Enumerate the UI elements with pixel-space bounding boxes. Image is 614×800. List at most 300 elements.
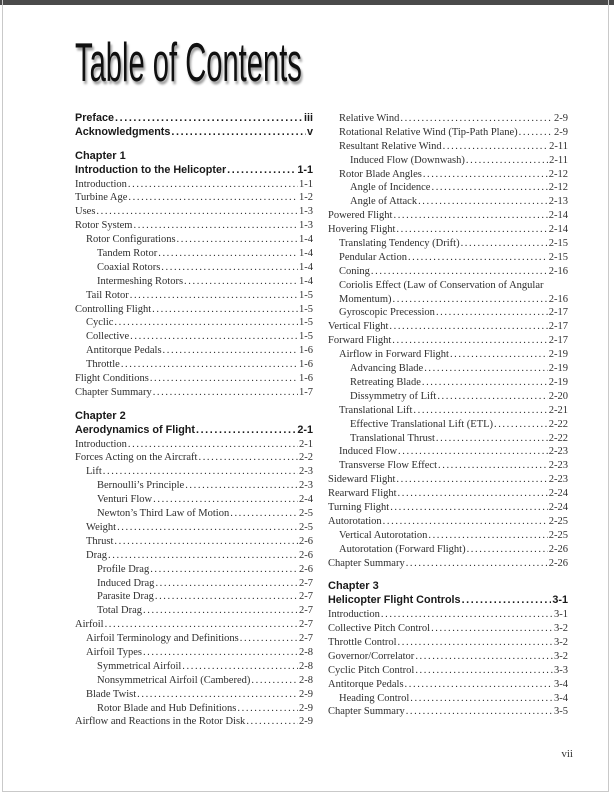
toc-entry[interactable] — [328, 154, 568, 168]
entry-page-number: 2-19 — [548, 376, 568, 388]
entry-label: Throttle Control — [328, 636, 397, 648]
entry-label: Translational Thrust — [350, 432, 435, 444]
dot-leader — [390, 501, 548, 515]
toc-entry[interactable] — [75, 330, 313, 344]
entry-page-number: 3-2 — [554, 623, 568, 635]
toc-entry[interactable] — [75, 275, 313, 289]
dot-leader — [405, 678, 553, 692]
chapter-title-entry[interactable] — [75, 424, 313, 438]
toc-entry[interactable] — [75, 233, 313, 247]
dot-leader — [121, 358, 298, 372]
entry-label: Autorotation — [328, 515, 382, 527]
entry-label: Airfoil Types — [86, 646, 142, 658]
entry-label: Turning Flight — [328, 501, 390, 513]
entry-page-number: 3-5 — [554, 706, 568, 718]
toc-entry[interactable] — [328, 650, 568, 664]
entry-page-number: 1-4 — [299, 275, 313, 287]
entry-page-number: 2-21 — [548, 404, 568, 416]
dot-leader — [494, 418, 548, 432]
toc-entry[interactable] — [75, 358, 313, 372]
dot-leader — [428, 529, 547, 543]
toc-entry[interactable] — [328, 515, 568, 529]
toc-entry[interactable] — [328, 265, 568, 279]
toc-entry[interactable] — [75, 289, 313, 303]
toc-entry[interactable] — [75, 451, 313, 465]
toc-entry[interactable] — [328, 678, 568, 692]
entry-label: Bernoulli’s Principle — [97, 480, 185, 492]
dot-leader — [198, 451, 298, 465]
toc-entry[interactable] — [75, 646, 313, 660]
toc-entry[interactable] — [75, 507, 313, 521]
dot-leader — [462, 594, 552, 608]
dot-leader — [450, 348, 548, 362]
entry-label: Advancing Blade — [350, 363, 424, 375]
entry-label: Parasite Drag — [97, 591, 154, 603]
entry-page-number: 3-3 — [554, 664, 568, 676]
entry-label: Sideward Flight — [328, 474, 396, 486]
dot-leader — [398, 487, 548, 501]
entry-label: Retreating Blade — [350, 376, 421, 388]
dot-leader — [163, 344, 298, 358]
toc-entry[interactable] — [328, 608, 568, 622]
dot-leader — [108, 549, 298, 563]
toc-entry[interactable] — [75, 632, 313, 646]
dot-leader — [155, 590, 298, 604]
entry-page-number: 2-9 — [554, 126, 568, 138]
entry-page-number: 2-3 — [299, 466, 313, 478]
entry-page-number: 2-8 — [299, 660, 313, 672]
toc-entry[interactable] — [75, 674, 313, 688]
toc-entry[interactable] — [75, 715, 313, 729]
toc-entry[interactable] — [328, 320, 568, 334]
entry-page-number: 2-2 — [299, 452, 313, 464]
entry-page-number: 2-11 — [549, 140, 568, 152]
dot-leader — [196, 424, 296, 438]
dot-leader — [182, 660, 298, 674]
toc-entry[interactable] — [75, 549, 313, 563]
entry-label: Vertical Flight — [328, 321, 389, 333]
toc-entry[interactable] — [328, 445, 568, 459]
toc-entry[interactable] — [75, 590, 313, 604]
entry-page-number: 1-5 — [299, 303, 313, 315]
entry-page-number: 2-7 — [299, 591, 313, 603]
entry-page-number: 1-6 — [299, 359, 313, 371]
chapter-section — [328, 580, 568, 719]
entry-page-number: 1-7 — [299, 386, 313, 398]
entry-label: Coning — [339, 265, 370, 277]
toc-entry[interactable] — [328, 223, 568, 237]
chapter-number: Chapter 1 — [75, 149, 126, 162]
entry-page-number: 1-5 — [299, 331, 313, 343]
dot-leader — [133, 219, 298, 233]
entry-page-number: v — [306, 125, 313, 138]
entry-label: Gyroscopic Precession — [339, 307, 435, 319]
entry-label: Rotor Blade and Hub Definitions — [97, 702, 237, 714]
entry-page-number: 1-5 — [299, 317, 313, 329]
entry-page-number: 1-2 — [299, 192, 313, 204]
entry-label: Cyclic Pitch Control — [328, 664, 415, 676]
entry-label: Flight Conditions — [75, 373, 149, 385]
dot-leader — [155, 577, 298, 591]
dot-leader — [410, 692, 553, 706]
entry-label: Thrust — [86, 535, 114, 547]
entry-page-number: 2-26 — [548, 557, 568, 569]
toc-column-left — [75, 112, 313, 729]
entry-label: Aerodynamics of Flight — [75, 423, 195, 436]
entry-label: Introduction to the Helicopter — [75, 163, 227, 176]
entry-label: Introduction — [75, 178, 127, 190]
dot-leader — [128, 178, 298, 192]
dot-leader — [114, 535, 298, 549]
dot-leader — [371, 265, 548, 279]
entry-label: Chapter Summary — [328, 706, 405, 718]
dot-leader — [153, 386, 298, 400]
toc-entry[interactable] — [75, 112, 313, 126]
entry-label: Airflow and Reactions in the Rotor Disk — [75, 716, 246, 728]
toc-entry[interactable] — [75, 261, 313, 275]
dot-leader — [177, 233, 298, 247]
entry-label: Profile Drag — [97, 563, 150, 575]
dot-leader — [130, 289, 298, 303]
dot-leader — [436, 306, 548, 320]
entry-page-number: 2-9 — [299, 702, 313, 714]
toc-entry[interactable] — [75, 521, 313, 535]
chapter-title-entry[interactable] — [75, 164, 313, 178]
toc-entry[interactable] — [328, 501, 568, 515]
dot-leader — [392, 334, 547, 348]
entry-continuation-line — [339, 293, 568, 307]
toc-entry[interactable] — [328, 112, 568, 126]
toc-entry[interactable] — [75, 126, 313, 140]
dot-leader — [230, 507, 298, 521]
entry-label: Antitorque Pedals — [86, 345, 162, 357]
entry-label: Rearward Flight — [328, 488, 397, 500]
entry-page-number: 2-5 — [299, 521, 313, 533]
entry-page-number: 1-3 — [299, 220, 313, 232]
dot-leader — [240, 632, 298, 646]
dot-leader — [396, 223, 547, 237]
dot-leader — [393, 293, 548, 307]
entry-label: Forward Flight — [328, 335, 392, 347]
toc-entry[interactable] — [328, 473, 568, 487]
entry-label: Autorotation (Forward Flight) — [339, 543, 466, 555]
dot-leader — [130, 330, 298, 344]
toc-entry[interactable] — [328, 390, 568, 404]
dot-leader — [115, 112, 303, 126]
dot-leader — [117, 521, 298, 535]
entry-label: Pendular Action — [339, 251, 407, 263]
entry-label: Resultant Relative Wind — [339, 140, 442, 152]
dot-leader — [396, 473, 547, 487]
entry-label: Introduction — [75, 438, 127, 450]
dot-leader — [158, 247, 298, 261]
entry-page-number: 2-26 — [548, 543, 568, 555]
toc-entry[interactable] — [328, 209, 568, 223]
dot-leader — [152, 303, 298, 317]
entry-page-number: 2-9 — [554, 113, 568, 124]
entry-label: Governor/Correlator — [328, 650, 415, 662]
chapter-number: Chapter 3 — [328, 580, 379, 593]
entry-label: Lift — [86, 466, 102, 478]
toc-entry[interactable] — [328, 279, 568, 307]
entry-label: Dissymmetry of Lift — [350, 390, 437, 402]
dot-leader — [143, 646, 298, 660]
toc-entry[interactable] — [75, 660, 313, 674]
dot-leader — [237, 702, 298, 716]
entry-page-number: 3-4 — [554, 692, 568, 704]
entry-page-number: 1-3 — [299, 206, 313, 218]
entry-label: Heading Control — [339, 692, 410, 704]
toc-entry[interactable] — [75, 618, 313, 632]
dot-leader — [128, 191, 298, 205]
entry-label: Newton’s Third Law of Motion — [97, 508, 230, 520]
dot-leader — [436, 432, 548, 446]
entry-page-number: 2-12 — [548, 182, 568, 194]
entry-label: Rotor Configurations — [86, 234, 176, 246]
dot-leader — [519, 126, 553, 140]
toc-entry[interactable] — [328, 334, 568, 348]
chapter-section — [75, 150, 313, 400]
entry-label: Induced Drag — [97, 577, 155, 589]
entry-page-number: 3-2 — [554, 636, 568, 648]
entry-page-number: 2-20 — [548, 390, 568, 402]
entry-label: Effective Translational Lift (ETL) — [350, 418, 493, 430]
entry-page-number: 2-4 — [299, 494, 313, 506]
entry-page-number: 2-6 — [299, 549, 313, 561]
dot-leader — [424, 362, 548, 376]
entry-label: Airflow in Forward Flight — [339, 349, 449, 361]
toc-entry[interactable] — [75, 535, 313, 549]
toc-entry[interactable] — [328, 362, 568, 376]
entry-label: Rotor System — [75, 220, 133, 232]
toc-entry[interactable] — [328, 543, 568, 557]
dot-leader — [398, 445, 548, 459]
toc-entry[interactable] — [75, 247, 313, 261]
toc-entry[interactable] — [75, 604, 313, 618]
toc-entry[interactable] — [328, 306, 568, 320]
dot-leader — [153, 493, 298, 507]
entry-label: Airfoil — [75, 619, 104, 631]
entry-page-number: 2-19 — [548, 349, 568, 361]
entry-page-number: 1-1 — [299, 178, 313, 190]
dot-leader — [406, 557, 548, 571]
entry-page-number: 2-23 — [548, 446, 568, 458]
dot-leader — [381, 608, 553, 622]
toc-entry[interactable] — [75, 563, 313, 577]
dot-leader — [400, 112, 553, 126]
entry-label: Total Drag — [97, 605, 143, 617]
entry-page-number: 2-23 — [548, 474, 568, 486]
entry-page-number: 2-7 — [299, 619, 313, 631]
toc-entry[interactable] — [75, 344, 313, 358]
entry-page-number: 1-4 — [299, 234, 313, 246]
entry-page-number: 2-23 — [548, 460, 568, 472]
entry-label: Acknowledgments — [75, 125, 171, 138]
entry-label: Chapter Summary — [328, 557, 405, 569]
chapter-number: Chapter 2 — [75, 409, 126, 422]
toc-entry[interactable] — [75, 316, 313, 330]
toc-entry[interactable] — [328, 348, 568, 362]
toc-entry[interactable] — [328, 487, 568, 501]
entry-label: Transverse Flow Effect — [339, 460, 437, 472]
dot-leader — [415, 664, 553, 678]
entry-page-number: 3-1 — [552, 594, 568, 607]
page-title: Table of Contents — [75, 31, 302, 93]
dot-leader — [114, 316, 298, 330]
toc-entry[interactable] — [328, 404, 568, 418]
entry-label: Powered Flight — [328, 210, 393, 222]
entry-label: Introduction — [328, 609, 380, 621]
entry-page-number: 2-7 — [299, 605, 313, 617]
entry-page-number: 2-15 — [548, 251, 568, 263]
entry-label: Venturi Flow — [97, 494, 153, 506]
dot-leader — [185, 479, 298, 493]
entry-page-number: 2-1 — [299, 438, 313, 450]
entry-page-number: 2-24 — [548, 501, 568, 513]
toc-entry[interactable] — [328, 140, 568, 154]
entry-label: Forces Acting on the Aircraft — [75, 452, 198, 464]
entry-label: Induced Flow (Downwash) — [350, 154, 465, 166]
dot-leader — [437, 390, 547, 404]
entry-label: Collective Pitch Control — [328, 623, 431, 635]
dot-leader — [393, 209, 547, 223]
toc-entry[interactable] — [328, 459, 568, 473]
entry-label: Rotor Blade Angles — [339, 168, 422, 180]
chapter-section — [75, 410, 313, 729]
entry-page-number: 2-17 — [548, 321, 568, 333]
toc-entry[interactable] — [328, 195, 568, 209]
toc-entry[interactable] — [75, 465, 313, 479]
entry-page-number: 1-6 — [299, 345, 313, 357]
dot-leader — [438, 459, 548, 473]
dot-leader — [443, 140, 549, 154]
toc-entry[interactable] — [75, 577, 313, 591]
entry-label: Translational Lift — [339, 404, 413, 416]
toc-entry[interactable] — [328, 622, 568, 636]
toc-entry[interactable] — [75, 372, 313, 386]
entry-page-number: 2-15 — [548, 238, 568, 250]
toc-entry[interactable] — [328, 181, 568, 195]
entry-page-number: 2-3 — [299, 480, 313, 492]
entry-label: Symmetrical Airfoil — [97, 660, 182, 672]
dot-leader — [415, 650, 553, 664]
dot-leader — [184, 275, 298, 289]
dot-leader — [103, 465, 298, 479]
entry-label: Rotational Relative Wind (Tip-Path Plane) — [339, 126, 518, 138]
toc-entry[interactable] — [75, 493, 313, 507]
header-bar — [0, 0, 614, 5]
entry-page-number: 2-22 — [548, 432, 568, 444]
entry-page-number: 2-5 — [299, 508, 313, 520]
dot-leader — [150, 372, 298, 386]
dot-leader — [431, 181, 547, 195]
entry-page-number: 2-6 — [299, 535, 313, 547]
entry-label: Weight — [86, 521, 117, 533]
entry-page-number: 2-8 — [299, 674, 313, 686]
entry-page-number: 3-4 — [554, 678, 568, 690]
toc-entry[interactable] — [328, 557, 568, 571]
entry-label: Angle of Attack — [350, 196, 418, 208]
dot-leader — [137, 688, 298, 702]
entry-page-number: 2-8 — [299, 646, 313, 658]
toc-entry[interactable] — [328, 168, 568, 182]
entry-page-number: 2-1 — [297, 423, 313, 436]
entry-label: Vertical Autorotation — [339, 529, 428, 541]
entry-label: Uses — [75, 206, 96, 218]
page-number: vii — [561, 748, 573, 760]
entry-label: Throttle — [86, 359, 120, 371]
entry-page-number: 2-16 — [548, 293, 568, 305]
dot-leader — [467, 543, 548, 557]
entry-page-number: 2-14 — [548, 224, 568, 236]
toc-entry[interactable] — [75, 702, 313, 716]
entry-label: Hovering Flight — [328, 224, 396, 236]
entry-page-number: 1-4 — [299, 248, 313, 260]
dot-leader — [398, 636, 553, 650]
toc-entry[interactable] — [75, 479, 313, 493]
entry-label: Translating Tendency (Drift) — [339, 238, 460, 250]
entry-page-number: 2-7 — [299, 633, 313, 645]
toc-entry[interactable] — [328, 251, 568, 265]
dot-leader — [461, 237, 548, 251]
toc-column-right — [328, 112, 568, 719]
entry-page-number: 2-22 — [548, 418, 568, 430]
dot-leader — [413, 404, 547, 418]
toc-entry[interactable] — [328, 418, 568, 432]
toc-entry[interactable] — [75, 219, 313, 233]
chapter-title-entry[interactable] — [328, 594, 568, 608]
toc-entry[interactable] — [328, 705, 568, 719]
toc-entry[interactable] — [75, 303, 313, 317]
toc-entry[interactable] — [328, 692, 568, 706]
entry-page-number: 2-9 — [299, 716, 313, 728]
entry-page-number: 2-24 — [548, 488, 568, 500]
entry-page-number: 2-13 — [548, 196, 568, 208]
entry-label: Angle of Incidence — [350, 182, 431, 194]
dot-leader — [422, 376, 548, 390]
toc-entry[interactable] — [328, 529, 568, 543]
dot-leader — [128, 438, 298, 452]
entry-label: Induced Flow — [339, 446, 398, 458]
toc-entry[interactable] — [75, 205, 313, 219]
entry-label: Blade Twist — [86, 688, 137, 700]
entry-label: Tandem Rotor — [97, 248, 158, 260]
dot-leader — [383, 515, 548, 529]
entry-label: Coaxial Rotors — [97, 261, 161, 273]
dot-leader — [431, 622, 553, 636]
entry-label: Nonsymmetrical Airfoil (Cambered) — [97, 674, 251, 686]
toc-entry[interactable] — [328, 432, 568, 446]
entry-page-number: 2-17 — [548, 307, 568, 319]
toc-entry[interactable] — [328, 636, 568, 650]
entry-label: Controlling Flight — [75, 303, 152, 315]
toc-entry[interactable] — [75, 191, 313, 205]
dot-leader — [406, 705, 553, 719]
toc-entry[interactable] — [75, 178, 313, 192]
toc-entry[interactable] — [328, 376, 568, 390]
toc-entry[interactable] — [328, 237, 568, 251]
toc-entry[interactable] — [328, 664, 568, 678]
toc-entry[interactable] — [75, 688, 313, 702]
toc-entry[interactable] — [75, 438, 313, 452]
entry-label: Chapter Summary — [75, 386, 152, 398]
entry-label: Helicopter Flight Controls — [328, 594, 461, 607]
toc-entry[interactable] — [328, 126, 568, 140]
entry-page-number: 2-7 — [299, 577, 313, 589]
entry-page-number: 2-16 — [548, 265, 568, 277]
toc-entry[interactable] — [75, 386, 313, 400]
entry-page-number: 2-14 — [548, 210, 568, 222]
